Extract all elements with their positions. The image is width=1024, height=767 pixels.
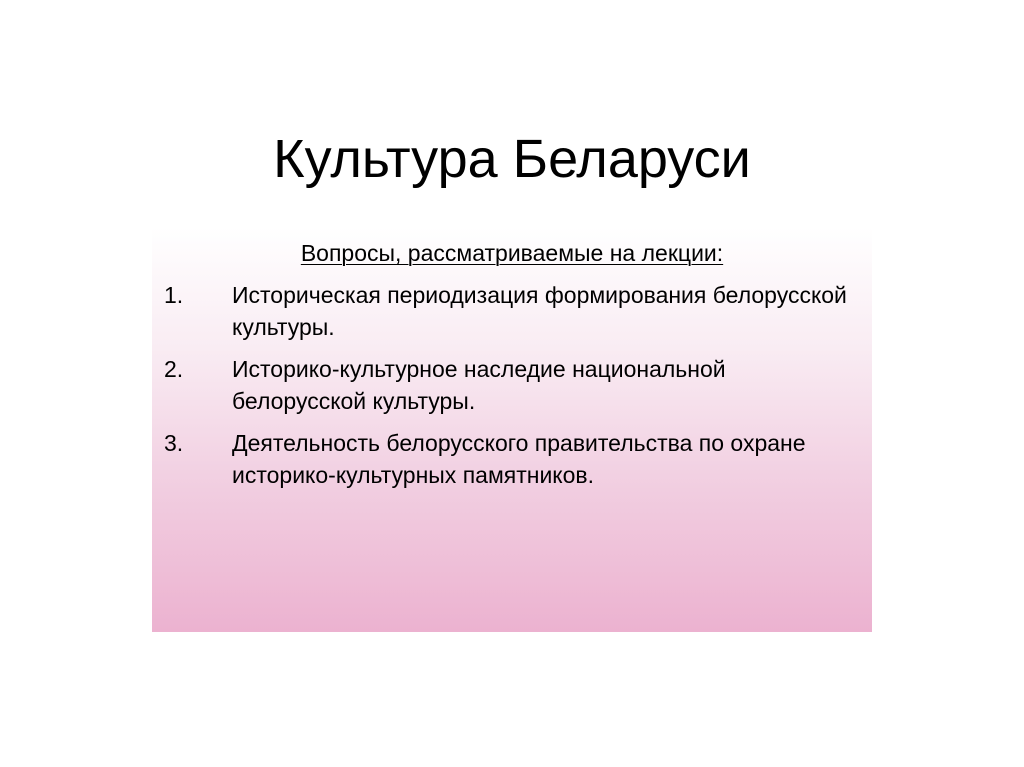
- slide-title: Культура Беларуси: [273, 129, 751, 189]
- lecture-questions-heading-text: Вопросы, рассматриваемые на лекции:: [300, 240, 724, 266]
- list-item: [152, 353, 872, 417]
- questions-list: [152, 279, 872, 501]
- item-number: 3.: [164, 430, 184, 456]
- list-item: [152, 427, 872, 491]
- item-number: 2.: [164, 356, 184, 382]
- item-number: 1.: [164, 282, 184, 308]
- item-text: Деятельность белорусского правительства по охране историко-культурных памятников.: [232, 430, 806, 488]
- content-panel: [152, 227, 872, 632]
- item-text: Историко-культурное наследие национальной белорусской культуры.: [232, 356, 726, 414]
- lecture-questions-heading: [152, 237, 872, 269]
- list-item: [152, 279, 872, 343]
- item-text: Историческая периодизация формирования белорусской культуры.: [232, 282, 847, 340]
